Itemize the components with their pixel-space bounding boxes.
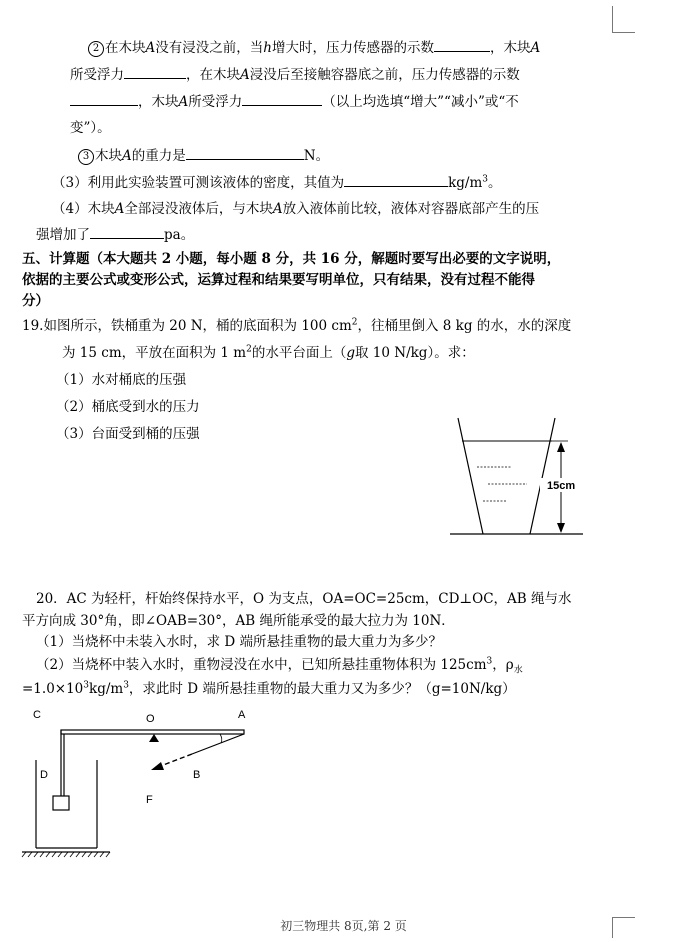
page-footer: 初三物理共 8页,第 2 页 bbox=[280, 919, 407, 933]
section5-heading-line3: 分） bbox=[22, 293, 49, 309]
q19-sub2: （2）桶底受到水的压力 bbox=[56, 399, 200, 415]
depth-label: 15cm bbox=[547, 480, 576, 492]
label-c: C bbox=[33, 709, 41, 721]
q18-p3: 3 木块A的重力是 N。 bbox=[78, 145, 329, 166]
section5-heading-line2: 依据的主要公式或变形公式，运算过程和结果要写明单位，只有结果，没有过程不能得 bbox=[22, 272, 535, 288]
q18-p2-line1: 2 在木块A没有浸没之前，当h增大时，压力传感器的示数 ，木块A bbox=[88, 37, 540, 58]
label-a: A bbox=[238, 709, 246, 721]
section5-heading-line1: 五、计算题（本大题共 2 小题，每小题 8 分，共 16 分，解题时要写出必要的文字说明， bbox=[22, 251, 561, 267]
q20-sub2-line2: $=1.0\times 10^3kg/m^3$，求此时 D 端所悬挂重物的最大重力又为多少？（g=10N/kg） bbox=[22, 680, 516, 697]
q18-sub3: （3）利用此实验装置可测该液体的密度，其值为 $kg/m^3$。 bbox=[52, 172, 502, 193]
q20-line1: 20．AC 为轻杆，杆始终保持水平，O 为支点，OA=OC=25cm，CD⊥OC，AB 绳与水 bbox=[36, 591, 572, 607]
q18-sub4-line2: 强增加了 pa。 bbox=[36, 224, 194, 245]
q19-sub1: （1）水对桶底的压强 bbox=[56, 372, 187, 388]
lever-rod bbox=[61, 730, 244, 734]
rope-ab bbox=[192, 734, 244, 754]
circled-number: 2 bbox=[88, 41, 104, 57]
label-o: O bbox=[146, 713, 155, 725]
angle-arc bbox=[220, 734, 222, 743]
fulcrum-triangle-icon bbox=[149, 734, 159, 742]
ground-hatching bbox=[22, 852, 110, 857]
q19-line1: 19.如图所示，铁桶重为 20 N，桶的底面积为 100 $cm^2$，往桶里倒入 8 kg 的水，水的深度 bbox=[22, 317, 572, 334]
q20-line2: 平方向成 30°角，即∠OAB=30°，AB 绳所能承受的最大拉力为 10N． bbox=[22, 613, 455, 629]
label-b: B bbox=[193, 769, 201, 781]
q18-p2-line2: 所受浮力 ，在木块A浸没后至接触容器底之前，压力传感器的示数 bbox=[70, 64, 520, 85]
q18-sub4-line1: （4）木块A全部浸没液体后，与木块A放入液体前比较，液体对容器底部产生的压 bbox=[52, 201, 540, 217]
q18-p2-line4: 变”）。 bbox=[70, 120, 111, 136]
q18-p2-line3: ，木块A所受浮力 （以上均选填“增大”“减小”或“不 bbox=[70, 91, 519, 112]
label-d: D bbox=[40, 769, 48, 781]
hanging-weight bbox=[53, 796, 69, 810]
arrow-f-icon bbox=[151, 762, 164, 770]
label-f: F bbox=[146, 794, 153, 806]
q19-line2: 为 15 cm，平放在面积为 1 $m^2$的水平台面上（g取 10 N/kg）。求： bbox=[62, 344, 475, 361]
q20-sub1: （1）当烧杯中未装入水时，求 D 端所悬挂重物的最大重力为多少？ bbox=[36, 634, 442, 650]
q19-sub3: （3）台面受到桶的压强 bbox=[56, 426, 200, 442]
q20-sub2-line1: （2）当烧杯中装入水时，重物浸没在水中，已知所悬挂重物体积为 $125cm^3$，$\rho_水$ bbox=[36, 656, 523, 676]
force-f-dashed bbox=[158, 754, 192, 767]
circled-number: 3 bbox=[78, 149, 94, 165]
